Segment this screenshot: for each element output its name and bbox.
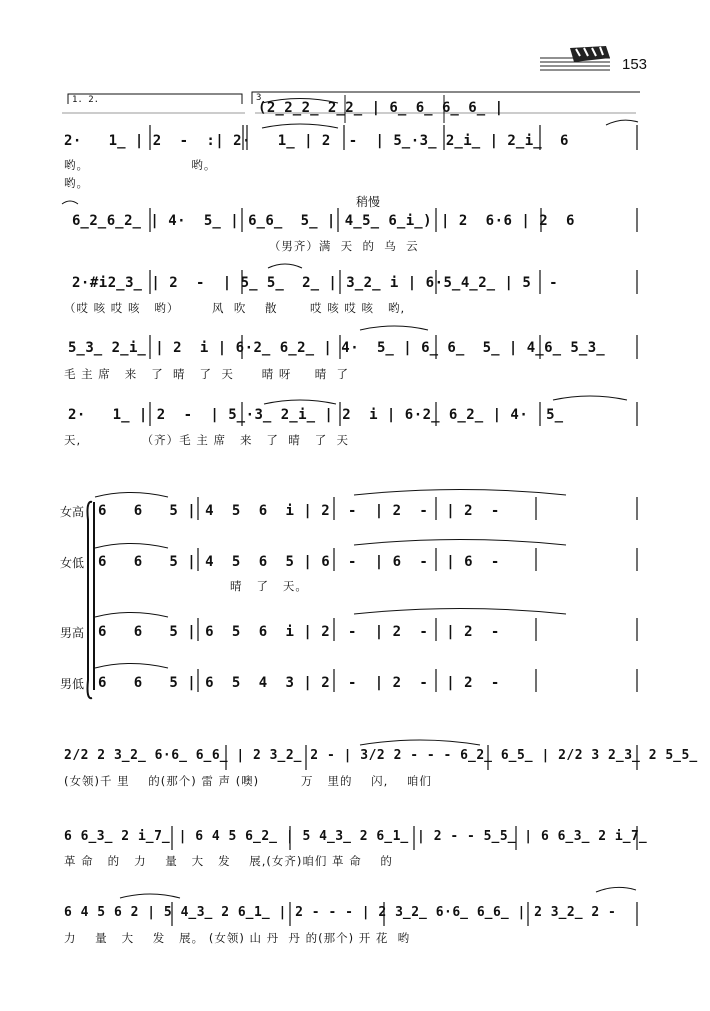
part-label-bass: 男低: [60, 677, 85, 691]
system-6-lyrics: (女领)千 里 的(那个) 雷 声 (噢) 万 里的 闪, 咱们: [64, 774, 432, 788]
system-5-notes: 2· 1̲ | 2 - | 5̲·3̲ 2̲i̲ | 2 i | 6·2̲ 6̲2̲ | 4· 5̲: [68, 407, 564, 423]
system-1-lyrics-1: 哟。 哟。: [64, 158, 217, 172]
system-3-notes: 2·#i2̲3̲ | 2 - | 5̲ 5̲ 2̲ | 3̲2̲ i | 6·5̲4̲2̲ | 5 -: [72, 275, 559, 291]
system-6-notes: 2/2 2 3̲2̲ 6·6̲ 6̲6̲ | 2 3̲2̲ 2 - | 3/2 2 - - - 6̲2̲ 6̲5̲ | 2/2 3 2̲3̲ 2 5̲5̲: [64, 748, 698, 763]
part-label-alto: 女低: [60, 556, 85, 570]
tempo-mark: 稍慢: [356, 195, 381, 209]
part-tenor-notes: 6 6 5 | 6 5 6 i | 2 - | 2 - | 2 -: [98, 624, 500, 640]
part-alto-notes: 6 6 5 | 4 5 6 5 | 6 - | 6 - | 6 -: [98, 554, 500, 570]
system-2-lyrics: （男齐）满 天 的 乌 云: [64, 239, 419, 253]
part-soprano-notes: 6 6 5 | 4 5 6 i | 2 - | 2 - | 2 -: [98, 503, 500, 519]
system-8-notes: 6 4 5 6 2 | 5 4̲3̲ 2 6̲1̲ | 2 - - - | 2 3̲2̲ 6·6̲ 6̲6̲ | 2 3̲2̲ 2 -: [64, 905, 617, 920]
volta-1: 1. 2.: [72, 95, 100, 105]
system-1-notes: 2· 1̲ | 2 - :| 2· 1̲ | 2 - | 5̲·3̲ 2̲i̲ | 2̲i̲ 6: [64, 133, 569, 149]
system-8-lyrics: 力 量 大 发 展。 (女领) 山 丹 丹 的(那个) 开 花 哟: [64, 931, 411, 945]
page-number: 153: [622, 56, 648, 73]
system-4-notes: 5̲3̲ 2̲i̲ | 2 i | 6·2̲ 6̲2̲ | 4· 5̲ | 6̲ 6̲ 5̲ | 4̲6̲ 5̲3̲: [68, 340, 606, 356]
part-alto-lyrics: 晴 了 天。: [230, 579, 308, 593]
volta-2: 3: [256, 93, 262, 103]
part-label-tenor: 男高: [60, 626, 85, 640]
system-5-lyrics: 天, （齐）毛 主 席 来 了 晴 了 天: [64, 433, 350, 447]
system-7-notes: 6 6̲3̲ 2 i̲7̲ | 6 4 5 6̲2̲ | 5 4̲3̲ 2 6̲1̲ | 2 - - 5̲5̲ | 6 6̲3̲ 2 i̲7̲: [64, 829, 648, 844]
system-1-lyrics-2: 哟。: [64, 176, 89, 190]
system-3-lyrics: （哎 咳 哎 咳 哟） 风 吹 散 哎 咳 哎 咳 哟,: [64, 301, 406, 315]
header-notes: (2̲2̲2̲ 2̲2̲ | 6̲ 6̲ 6̲ 6̲ |: [258, 100, 504, 116]
system-4-lyrics: 毛 主 席 来 了 晴 了 天 晴 呀 晴 了: [64, 367, 350, 381]
part-label-soprano: 女高: [60, 505, 85, 519]
part-bass-notes: 6 6 5 | 6 5 4 3 | 2 - | 2 - | 2 -: [98, 675, 500, 691]
system-7-lyrics: 革 命 的 力 量 大 发 展,(女齐)咱们 革 命 的: [64, 854, 393, 868]
system-2-notes: 6̲2̲6̲2̲ | 4· 5̲ | 6̲6̲ 5̲ | 4̲5̲ 6̲i̲) | 2 6·6 | 2 6: [72, 213, 575, 229]
